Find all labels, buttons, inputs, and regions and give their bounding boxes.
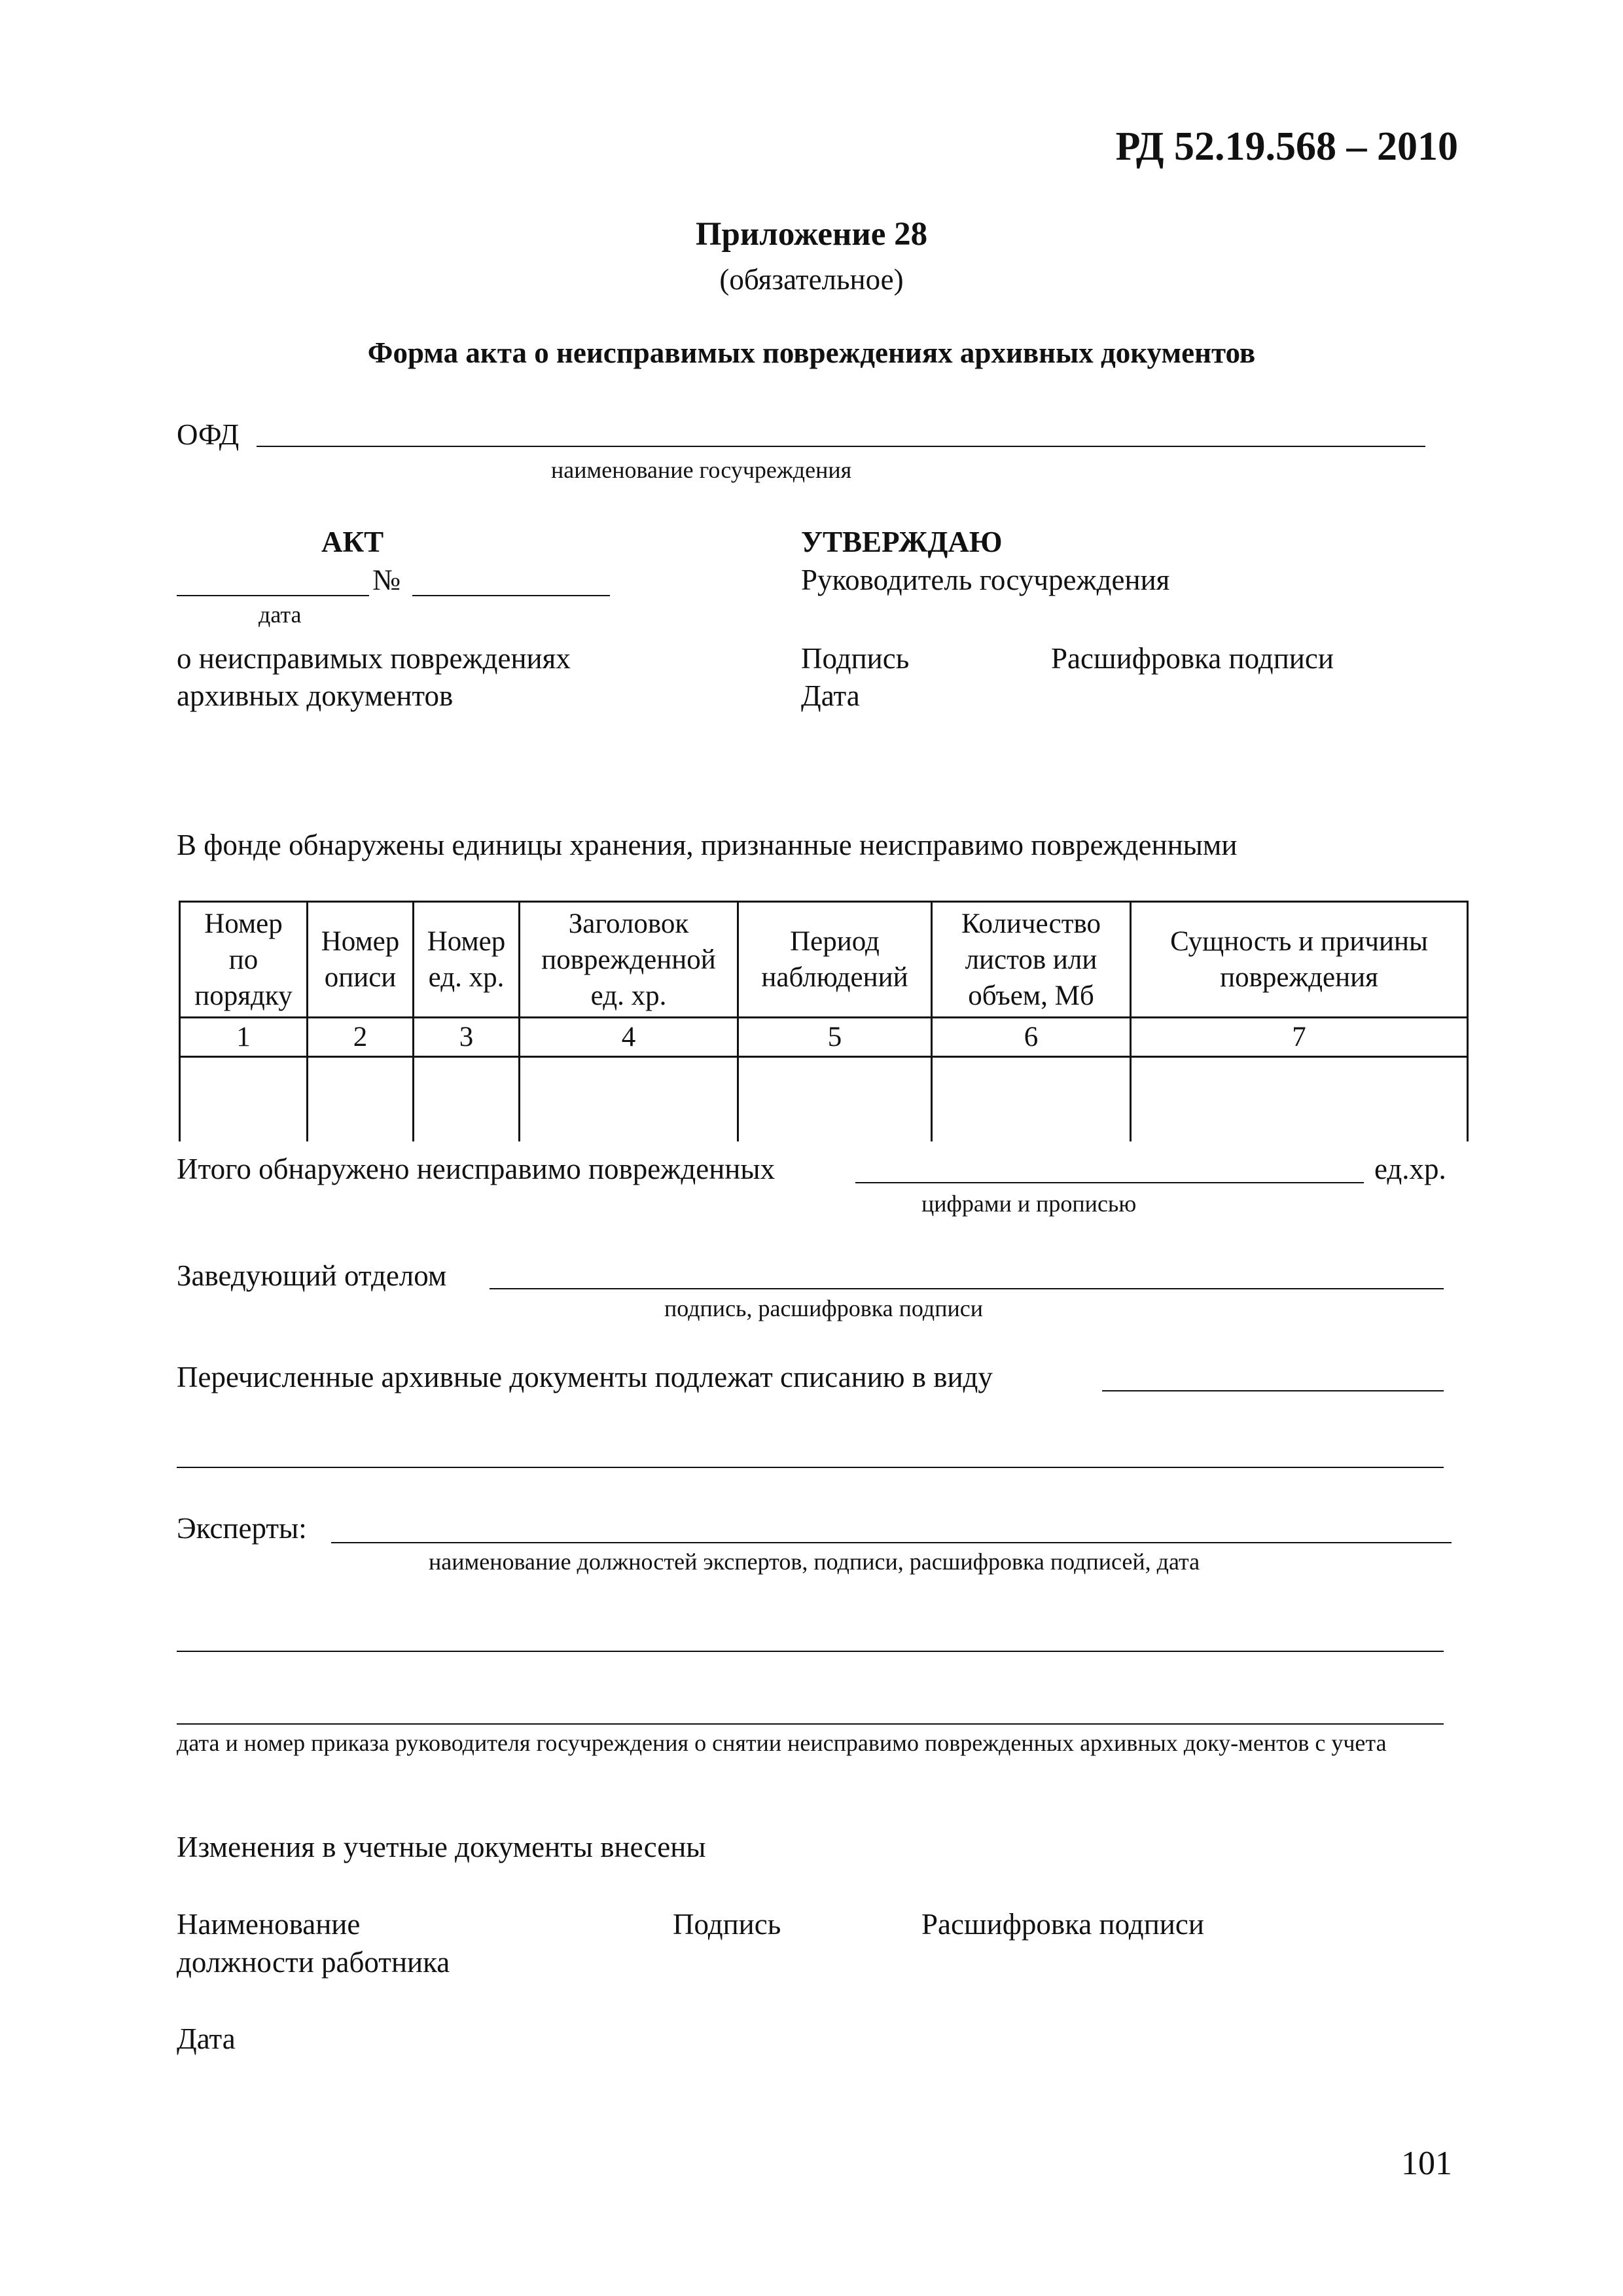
table-cell[interactable] — [738, 1057, 932, 1142]
changes-signature: Подпись — [673, 1908, 781, 1941]
changes-date: Дата — [177, 2022, 236, 2055]
table-cell[interactable] — [520, 1057, 738, 1142]
page-number: 101 — [1401, 2145, 1452, 2182]
experts-label: Эксперты: — [177, 1512, 307, 1545]
header-cell-inventory-number: Номер описи — [308, 902, 414, 1018]
total-unit: ед.хр. — [1374, 1153, 1446, 1185]
order-line-1[interactable] — [177, 1651, 1444, 1652]
approval-position: Руководитель госучреждения — [801, 564, 1170, 596]
act-date-line[interactable] — [177, 595, 369, 596]
table-cell[interactable] — [414, 1057, 520, 1142]
approval-date: Дата — [801, 679, 860, 712]
head-of-dept-label: Заведующий отделом — [177, 1259, 447, 1292]
changes-title: Изменения в учетные документы внесены — [177, 1831, 706, 1863]
act-date-caption: дата — [259, 601, 302, 628]
intro-text: В фонде обнаружены единицы хранения, признанные неисправимо поврежденными — [177, 829, 1238, 861]
document-number: РД 52.19.568 – 2010 — [1115, 124, 1458, 169]
writeoff-label: Перечисленные архивные документы подлежат списанию в виду — [177, 1361, 993, 1393]
total-label: Итого обнаружено неисправимо поврежденных — [177, 1153, 776, 1185]
org-name-line[interactable] — [257, 446, 1425, 447]
writeoff-reason-line-2[interactable] — [177, 1467, 1444, 1468]
column-number-cell: 5 — [738, 1018, 932, 1057]
experts-caption: наименование должностей экспертов, подписи, расшифровка подписей, дата — [429, 1549, 1200, 1575]
head-of-dept-line[interactable] — [490, 1288, 1444, 1289]
writeoff-reason-line[interactable] — [1102, 1390, 1444, 1391]
column-number-cell: 2 — [308, 1018, 414, 1057]
form-title: Форма акта о неисправимых повреждениях архивных документов — [367, 336, 1256, 369]
table-cell[interactable] — [932, 1057, 1131, 1142]
head-of-dept-caption: подпись, расшифровка подписи — [664, 1295, 983, 1321]
approval-signature-decode: Расшифровка подписи — [1051, 642, 1334, 675]
appendix-title: Приложение 28 — [695, 216, 928, 253]
column-number-cell: 6 — [932, 1018, 1131, 1057]
table-cell[interactable] — [180, 1057, 308, 1142]
approval-signature: Подпись — [801, 642, 910, 675]
act-subject-line1: о неисправимых повреждениях — [177, 642, 571, 675]
column-number-cell: 3 — [414, 1018, 520, 1057]
experts-line[interactable] — [331, 1542, 1452, 1543]
changes-signature-decode: Расшифровка подписи — [921, 1908, 1204, 1941]
approval-title: УТВЕРЖДАЮ — [801, 526, 1003, 558]
org-label: ОФД — [177, 418, 240, 451]
act-number-sign: № — [372, 564, 401, 596]
table-column-numbers-row — [180, 1018, 1468, 1057]
act-title: АКТ — [321, 526, 384, 558]
header-cell-unit-number: Номер ед. хр. — [414, 902, 520, 1018]
appendix-note: (обязательное) — [719, 263, 904, 296]
column-number-cell: 7 — [1131, 1018, 1468, 1057]
changes-position-line2: должности работника — [177, 1946, 450, 1979]
act-number-line[interactable] — [412, 595, 610, 596]
column-number-cell: 1 — [180, 1018, 308, 1057]
header-cell-row-number: Номер по порядку — [180, 902, 308, 1018]
total-value-line[interactable] — [855, 1182, 1364, 1183]
column-number-cell: 4 — [520, 1018, 738, 1057]
org-caption: наименование госучреждения — [551, 457, 852, 483]
order-caption: дата и номер приказа руководителя госучреждения о снятии неисправимо поврежденных архивных доку-ментов с учета — [177, 1730, 1387, 1756]
table-cell[interactable] — [308, 1057, 414, 1142]
header-cell-sheet-count: Количество листов или объем, Мб — [932, 902, 1131, 1018]
act-subject-line2: архивных документов — [177, 679, 454, 712]
order-line-2[interactable] — [177, 1723, 1444, 1725]
table-header-row — [180, 902, 1468, 1018]
total-caption: цифрами и прописью — [921, 1191, 1137, 1217]
header-cell-damage-cause: Сущность и причины повреждения — [1131, 902, 1468, 1018]
changes-position-line1: Наименование — [177, 1908, 361, 1941]
header-cell-period: Период наблюдений — [738, 902, 932, 1018]
table-row[interactable] — [180, 1057, 1468, 1142]
header-cell-unit-title: Заголовок поврежденной ед. хр. — [520, 902, 738, 1018]
damaged-units-table — [179, 901, 1469, 1141]
table-cell[interactable] — [1131, 1057, 1468, 1142]
